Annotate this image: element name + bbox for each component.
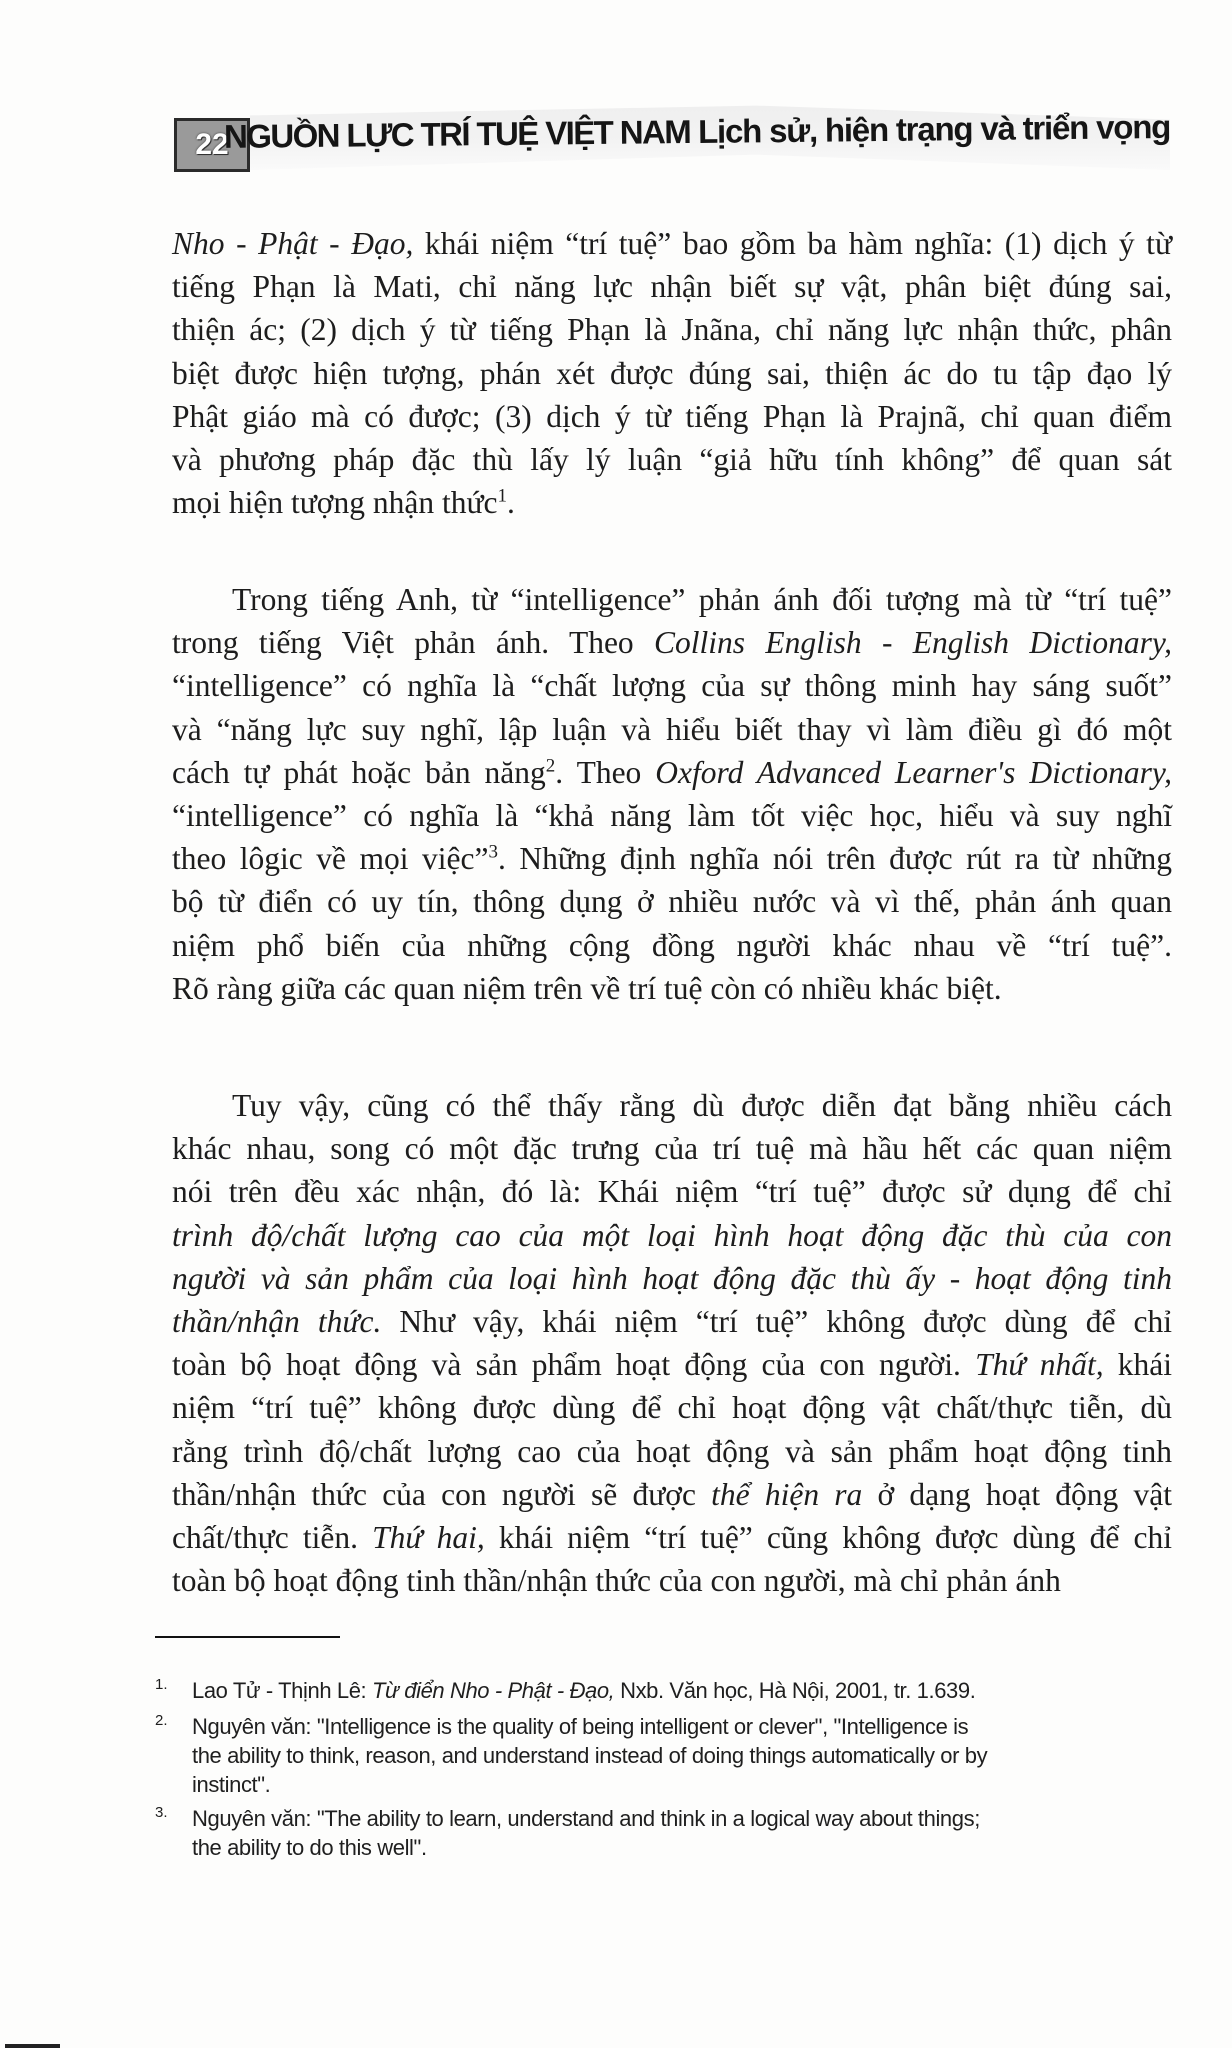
text-run: instinct". (192, 1772, 271, 1797)
italic-text: Thứ nhất, (975, 1347, 1104, 1383)
text-line (172, 1343, 1172, 1387)
text-line (172, 1559, 1172, 1603)
text-line (172, 1516, 1172, 1560)
footnote-text (192, 1676, 1162, 1705)
text-run: . Những định nghĩa nói trên được rút ra từ những (497, 841, 1172, 877)
text-line (172, 1257, 1172, 1301)
italic-text: trình độ/chất lượng cao của một loại hình hoạt động đặc thù của con (172, 1217, 1172, 1253)
text-run: chất/thực tiễn. (172, 1520, 373, 1555)
text-line (172, 265, 1172, 309)
italic-text: Từ điển Nho - Phật - Đạo, (371, 1678, 615, 1703)
text-line (172, 924, 1172, 968)
text-run: biệt được hiện tượng, phán xét được đúng sai, thiện ác do tu tập đạo lý (172, 355, 1172, 391)
text-run: bộ từ điển có uy tín, thông dụng ở nhiều nước và vì thế, phản ánh quan (172, 884, 1172, 920)
text-line (172, 352, 1172, 396)
text-run: cách tự phát hoặc bản năng (172, 754, 546, 790)
scan-edge-mark (5, 2044, 60, 2048)
running-title-main: NGUỒN LỰC TRÍ TUỆ VIỆT NAM (223, 113, 691, 155)
text-run: nói trên đều xác nhận, đó là: Khái niệm “trí tuệ” được sử dụng để chỉ (172, 1174, 1172, 1210)
text-line (172, 1386, 1172, 1430)
text-line (172, 1214, 1172, 1258)
text-line (172, 1473, 1172, 1517)
text-run: và “năng lực suy nghĩ, lập luận và hiểu biết thay vì làm điều gì đó một (172, 711, 1172, 747)
text-line (172, 578, 1172, 622)
text-line (172, 438, 1172, 482)
text-run: Tuy vậy, cũng có thể thấy rằng dù được diễn đạt bằng nhiều cách (232, 1088, 1172, 1123)
text-run: . (507, 485, 515, 521)
running-title-subtitle: Lịch sử, hiện trạng và triển vọng (689, 108, 1171, 151)
text-line (172, 751, 1172, 795)
text-line (172, 222, 1172, 266)
text-run: toàn bộ hoạt động tinh thần/nhận thức của con người, mà chỉ phản ánh (172, 1563, 1061, 1599)
text-run: khái niệm “trí tuệ” bao gồm ba hàm nghĩa: (1) dịch ý từ (413, 226, 1173, 261)
text-run: theo lôgic về mọi việc” (172, 841, 489, 877)
text-line (172, 1170, 1172, 1214)
text-line (172, 621, 1172, 665)
footnote-line (192, 1833, 1162, 1862)
text-run: toàn bộ hoạt động và sản phẩm hoạt động của con người. (172, 1347, 976, 1383)
italic-text: người và sản phẩm của loại hình hoạt động đặc thù ấy - hoạt động tinh (172, 1260, 1172, 1296)
text-run: niệm phổ biến của những cộng đồng người khác nhau về “trí tuệ”. (172, 927, 1172, 963)
text-run: “intelligence” có nghĩa là “khả năng làm tốt việc học, hiểu và suy nghĩ (172, 798, 1172, 833)
text-run: Phật giáo mà có được; (3) dịch ý từ tiếng Phạn là Prajnã, chỉ quan điểm (172, 398, 1172, 434)
text-line (172, 1084, 1172, 1128)
text-line (172, 481, 1172, 525)
footnote-text (192, 1804, 1162, 1862)
text-line (172, 794, 1172, 838)
italic-text: thể hiện ra (711, 1476, 863, 1512)
text-run: Nguyên văn: "Intelligence is the quality of being intelligent or clever", "Intelligence is (192, 1714, 969, 1739)
text-line (172, 664, 1172, 708)
text-line (172, 837, 1172, 881)
footnote-line (192, 1741, 1162, 1770)
footnote-line (192, 1676, 1162, 1705)
text-run: Nguyên văn: "The ability to learn, understand and think in a logical way about things; (192, 1806, 980, 1831)
footnote-reference: 3 (488, 841, 498, 863)
italic-text: Nho - Phật - Đạo, (172, 226, 414, 261)
text-run: niệm “trí tuệ” không được dùng để chỉ hoạt động vật chất/thực tiễn, dù (172, 1390, 1172, 1426)
text-run: khái niệm “trí tuệ” cũng không được dùng để chỉ (484, 1520, 1172, 1555)
text-line (172, 880, 1172, 924)
text-run: thần/nhận thức của con người sẽ được (172, 1476, 712, 1512)
text-run: “intelligence” có nghĩa là “chất lượng của sự thông minh hay sáng suốt” (172, 668, 1172, 704)
footnote-line (192, 1712, 1162, 1741)
footnote-number: 2. (155, 1712, 168, 1729)
text-run: Rõ ràng giữa các quan niệm trên về trí tuệ còn có nhiều khác biệt. (172, 970, 1002, 1006)
text-run: thiện ác; (2) dịch ý từ tiếng Phạn là Jnãna, chỉ năng lực nhận thức, phân (172, 312, 1172, 348)
text-run: trong tiếng Việt phản ánh. Theo (172, 625, 655, 661)
text-line (172, 708, 1172, 752)
text-line (172, 1300, 1172, 1344)
page-number: 22 (195, 128, 229, 161)
text-run: Như vậy, khái niệm “trí tuệ” không được dùng để chỉ (381, 1304, 1172, 1339)
text-run: Lao Tử - Thịnh Lê: (192, 1678, 372, 1703)
footnote-separator (155, 1636, 340, 1638)
text-run: Trong tiếng Anh, từ “intelligence” phản ánh đối tượng mà từ “trí tuệ” (232, 582, 1172, 617)
text-line (172, 967, 1172, 1011)
footnote-reference: 1 (497, 485, 508, 507)
footnote-reference: 2 (545, 755, 556, 777)
text-run: Nxb. Văn học, Hà Nội, 2001, tr. 1.639. (614, 1678, 976, 1703)
footnote-number: 1. (155, 1676, 168, 1693)
footnote-line (192, 1804, 1162, 1833)
text-line (172, 395, 1172, 439)
text-line (172, 1127, 1172, 1171)
text-run: the ability to think, reason, and understand instead of doing things automatically or by (192, 1743, 988, 1768)
text-run: rằng trình độ/chất lượng cao của hoạt động và sản phẩm hoạt động tinh (172, 1433, 1172, 1469)
italic-text: thần/nhận thức. (172, 1304, 382, 1339)
text-line (172, 308, 1172, 352)
text-run: tiếng Phạn là Mati, chỉ năng lực nhận biết sự vật, phân biệt đúng sai, (172, 269, 1172, 305)
italic-text: Thứ hai, (372, 1520, 485, 1555)
text-run: khác nhau, song có một đặc trưng của trí tuệ mà hầu hết các quan niệm (172, 1131, 1172, 1167)
text-run: mọi hiện tượng nhận thức (172, 485, 498, 521)
text-run: và phương pháp đặc thù lấy lý luận “giả hữu tính không” để quan sát (172, 442, 1172, 477)
footnote-text (192, 1712, 1162, 1799)
italic-text: Oxford Advanced Learner's Dictionary, (655, 754, 1172, 790)
text-run: ở dạng hoạt động vật (862, 1476, 1172, 1512)
text-line (172, 1430, 1172, 1474)
text-run: . Theo (555, 754, 656, 790)
footnote-line (192, 1770, 1162, 1799)
text-run: khái (1103, 1347, 1173, 1383)
italic-text: Collins English - English Dictionary, (654, 625, 1172, 661)
footnote-number: 3. (155, 1804, 168, 1821)
text-run: the ability to do this well". (192, 1835, 427, 1860)
